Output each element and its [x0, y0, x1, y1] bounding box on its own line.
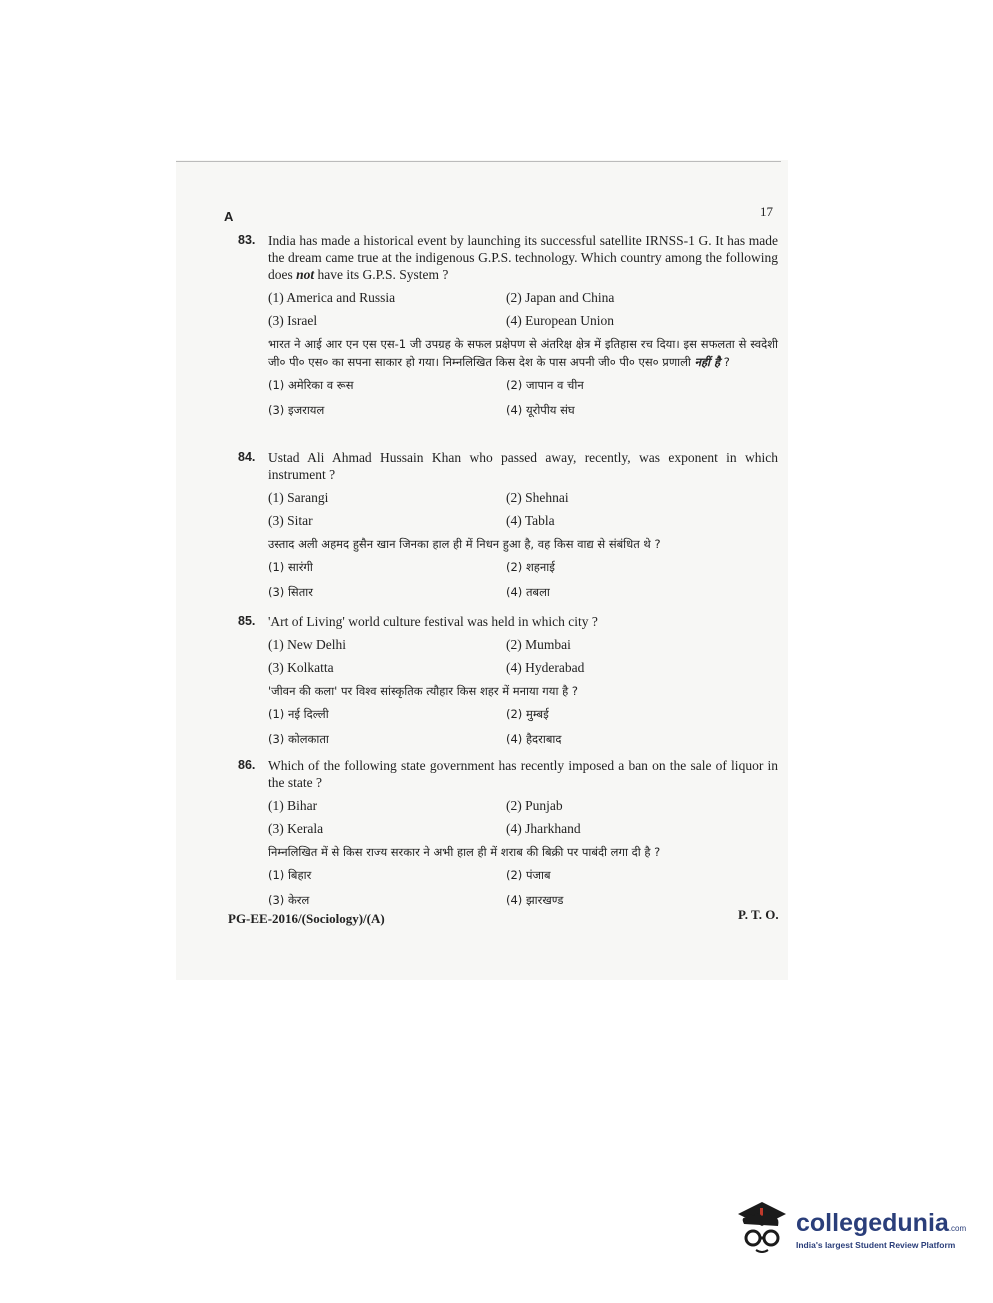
option-hindi: (3) सितार [268, 585, 313, 599]
page-number: 17 [760, 204, 773, 219]
option-hindi: (1) अमेरिका व रूस [268, 378, 354, 392]
question-text: India has made a historical event by launching its successful satellite IRNSS-1 G. It has made the dream came true at the indigenous G.P.S. technology. Which country among the following does not have its G.P.S. System ? [268, 233, 778, 282]
question-text-hindi: 'जीवन की कला' पर विश्व सांस्कृतिक त्यौहार किस शहर में मनाया गया है ? [268, 684, 578, 698]
emphasis-hindi: नहीं है [694, 355, 721, 369]
question-number: 84. [238, 450, 256, 464]
option: (4) Hyderabad [506, 660, 585, 675]
options-english [268, 797, 778, 837]
option-hindi: (1) बिहार [268, 868, 312, 882]
set-label: A [224, 209, 234, 224]
logo-tagline: India's largest Student Review Platform [796, 1240, 956, 1250]
question-number: 83. [238, 233, 256, 247]
logo-text [796, 1209, 966, 1250]
option-hindi: (4) हैदराबाद [506, 732, 562, 746]
option: (3) Kerala [268, 821, 324, 836]
option-hindi: (2) मुम्बई [506, 707, 549, 721]
option-hindi: (2) जापान व चीन [506, 378, 584, 392]
options-hindi [268, 377, 778, 419]
options-english [268, 489, 778, 529]
option: (3) Kolkatta [268, 660, 334, 675]
option: (2) Shehnai [506, 490, 569, 505]
options-english [268, 289, 778, 329]
option: (1) New Delhi [268, 637, 346, 652]
paper-code: PG-EE-2016/(Sociology)/(A) [228, 911, 385, 926]
question-text-hindi: भारत ने आई आर एन एस एस-1 जी उपग्रह के सफल प्रक्षेपण से अंतरिक्ष क्षेत्र में इतिहास रच दिया। इस सफलता से स्वदेशी जी० पी० एस० का सपना साकार हो गया। निम्नलिखित किस देश के पास अपनी जी० पी० एस० प्रणाली नहीं है ? [268, 337, 778, 369]
option: (4) Jharkhand [506, 821, 581, 836]
option: (2) Punjab [506, 798, 563, 813]
option-hindi: (4) यूरोपीय संघ [506, 403, 575, 417]
question-text-hindi: उस्ताद अली अहमद हुसैन खान जिनका हाल ही में निधन हुआ है, वह किस वाद्य से संबंधित थे ? [268, 537, 661, 551]
option: (4) European Union [506, 313, 614, 328]
question-number: 85. [238, 614, 256, 628]
option: (2) Japan and China [506, 290, 615, 305]
header-rule [176, 161, 781, 162]
option: (1) Sarangi [268, 490, 329, 505]
question-text: Ustad Ali Ahmad Hussain Khan who passed away, recently, was exponent in which instrument ? [268, 450, 778, 482]
option: (3) Sitar [268, 513, 313, 528]
collegedunia-logo[interactable] [734, 1196, 966, 1263]
logo-domain: .com [948, 1224, 967, 1233]
option-hindi: (4) तबला [506, 585, 550, 599]
logo-name: collegedunia [796, 1209, 949, 1237]
option: (1) America and Russia [268, 290, 396, 305]
question-86 [238, 757, 778, 909]
option-hindi: (1) नई दिल्ली [268, 707, 329, 721]
question-number: 86. [238, 758, 256, 772]
graduate-cap-mascot-icon [734, 1196, 790, 1263]
option: (1) Bihar [268, 798, 318, 813]
option: (4) Tabla [506, 513, 555, 528]
question-84 [238, 449, 778, 601]
option-hindi: (4) झारखण्ड [506, 893, 564, 907]
question-text: 'Art of Living' world culture festival was held in which city ? [268, 614, 598, 629]
emphasis: not [296, 267, 315, 282]
question-text: Which of the following state government has recently imposed a ban on the sale of liquor in the state ? [268, 758, 778, 790]
option: (3) Israel [268, 313, 318, 328]
options-hindi [268, 867, 778, 909]
options-hindi [268, 559, 778, 601]
option-hindi: (3) कोलकाता [268, 732, 329, 746]
options-hindi [268, 706, 778, 748]
question-text-hindi: निम्नलिखित में से किस राज्य सरकार ने अभी हाल ही में शराब की बिक्री पर पाबंदी लगा दी है ? [268, 845, 661, 859]
option-hindi: (3) केरल [268, 893, 310, 907]
option: (2) Mumbai [506, 637, 571, 652]
options-english [268, 636, 778, 676]
option-hindi: (3) इजरायल [268, 403, 325, 417]
pto-label: P. T. O. [738, 907, 779, 922]
question-83 [238, 232, 778, 419]
option-hindi: (1) सारंगी [268, 560, 313, 574]
option-hindi: (2) शहनाई [506, 560, 555, 574]
option-hindi: (2) पंजाब [506, 868, 551, 882]
question-85 [238, 613, 778, 748]
